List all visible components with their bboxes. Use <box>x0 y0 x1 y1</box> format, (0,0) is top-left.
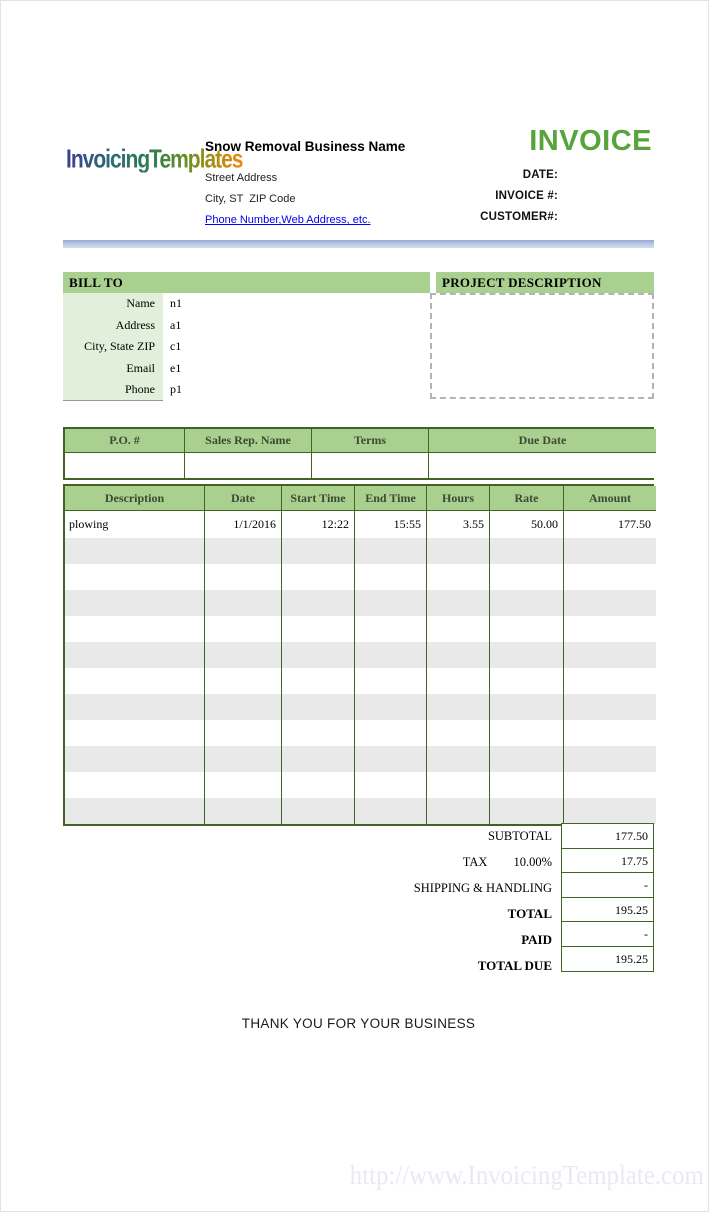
item-cell-empty[interactable] <box>427 590 490 616</box>
item-cell-empty[interactable] <box>490 746 564 772</box>
item-cell-empty[interactable] <box>490 538 564 564</box>
total-label-text: TOTAL <box>507 906 552 921</box>
item-cell-empty[interactable] <box>282 772 355 798</box>
contact-link[interactable]: Phone Number,Web Address, etc. <box>205 214 371 226</box>
item-cell-empty[interactable] <box>564 538 656 564</box>
item-cell-empty[interactable] <box>355 746 427 772</box>
total-label <box>63 927 552 953</box>
item-cell-empty[interactable] <box>282 746 355 772</box>
item-cell-empty[interactable] <box>65 798 205 824</box>
bill-to-field-value[interactable]: a1 <box>170 317 182 332</box>
total-label-text: SHIPPING & HANDLING <box>413 881 552 895</box>
order-info-column-header: P.O. # <box>65 429 185 453</box>
item-cell-empty[interactable] <box>282 668 355 694</box>
bill-to-row <box>63 336 423 358</box>
bill-to-field-value[interactable]: p1 <box>170 382 182 397</box>
item-cell[interactable]: 50.00 <box>490 511 564 538</box>
item-cell-empty[interactable] <box>564 694 656 720</box>
city-state-zip: City, ST ZIP Code <box>205 193 296 205</box>
totals-values <box>561 823 654 972</box>
total-amount: 177.50 <box>561 823 654 849</box>
total-amount: 17.75 <box>561 848 654 874</box>
bill-to-field-value[interactable]: n1 <box>170 296 182 311</box>
total-label <box>63 901 552 927</box>
item-cell-empty[interactable] <box>65 642 205 668</box>
item-cell-empty[interactable] <box>282 694 355 720</box>
item-cell-empty[interactable] <box>490 616 564 642</box>
item-cell-empty[interactable] <box>65 746 205 772</box>
item-cell-empty[interactable] <box>205 772 282 798</box>
item-cell-empty[interactable] <box>427 720 490 746</box>
order-info-column-header: Sales Rep. Name <box>185 429 312 453</box>
item-cell-empty[interactable] <box>427 772 490 798</box>
item-cell-empty[interactable] <box>564 668 656 694</box>
header-divider <box>63 240 654 248</box>
item-cell-empty[interactable] <box>282 720 355 746</box>
item-cell-empty[interactable] <box>205 694 282 720</box>
item-cell[interactable]: 1/1/2016 <box>205 511 282 538</box>
invoicing-templates-logo: InvoicingTemplates <box>66 145 243 174</box>
item-cell-empty[interactable] <box>355 590 427 616</box>
item-cell-empty[interactable] <box>490 642 564 668</box>
item-cell-empty[interactable] <box>564 616 656 642</box>
item-cell-empty[interactable] <box>427 798 490 824</box>
totals-labels <box>63 823 552 979</box>
item-cell-empty[interactable] <box>65 694 205 720</box>
item-cell-empty[interactable] <box>355 616 427 642</box>
item-cell-empty[interactable] <box>355 694 427 720</box>
item-cell-empty[interactable] <box>564 772 656 798</box>
total-label <box>63 875 552 901</box>
total-amount: - <box>561 921 654 947</box>
item-cell-empty[interactable] <box>490 772 564 798</box>
business-name: Snow Removal Business Name <box>205 139 406 154</box>
item-cell-empty[interactable] <box>490 798 564 824</box>
order-info-column-header: Terms <box>312 429 429 453</box>
item-cell-empty[interactable] <box>564 798 656 824</box>
item-cell-empty[interactable] <box>564 746 656 772</box>
item-cell-empty[interactable] <box>65 720 205 746</box>
item-cell-empty[interactable] <box>427 616 490 642</box>
item-cell-empty[interactable] <box>282 564 355 590</box>
bill-to-field-label: City, State ZIP <box>63 336 163 358</box>
order-info-table <box>63 427 654 480</box>
customer-number-label: CUSTOMER#: <box>480 211 558 223</box>
invoice-meta-labels <box>480 165 558 228</box>
item-cell-empty[interactable] <box>205 538 282 564</box>
bill-to-row <box>63 293 423 315</box>
item-cell[interactable]: 12:22 <box>282 511 355 538</box>
bill-to-field-value[interactable]: e1 <box>170 360 182 375</box>
total-label <box>63 953 552 979</box>
total-label-text: PAID <box>521 932 552 947</box>
item-cell-empty[interactable] <box>490 720 564 746</box>
project-description-box[interactable] <box>430 293 654 399</box>
company-info-block <box>205 139 405 231</box>
item-cell-empty[interactable] <box>427 668 490 694</box>
item-cell-empty[interactable] <box>205 616 282 642</box>
total-label-text: SUBTOTAL <box>487 829 552 843</box>
bill-to-field-label: Name <box>63 293 163 315</box>
item-cell-empty[interactable] <box>355 642 427 668</box>
item-cell-empty[interactable] <box>427 642 490 668</box>
item-cell-empty[interactable] <box>427 746 490 772</box>
item-cell[interactable]: 177.50 <box>564 511 656 538</box>
line-items-table <box>63 484 654 826</box>
invoice-title: INVOICE <box>529 125 652 157</box>
item-cell-empty[interactable] <box>427 564 490 590</box>
item-cell-empty[interactable] <box>65 616 205 642</box>
item-cell-empty[interactable] <box>205 720 282 746</box>
item-cell-empty[interactable] <box>427 694 490 720</box>
items-column-header: Hours <box>427 486 490 511</box>
order-info-column-header: Due Date <box>429 429 656 453</box>
bill-to-row <box>63 379 423 401</box>
item-cell-empty[interactable] <box>355 772 427 798</box>
item-cell-empty[interactable] <box>65 538 205 564</box>
bill-to-field-label: Email <box>63 358 163 380</box>
item-cell-empty[interactable] <box>490 564 564 590</box>
item-cell-empty[interactable] <box>564 642 656 668</box>
bill-to-field-value[interactable]: c1 <box>170 339 182 354</box>
item-cell-empty[interactable] <box>65 668 205 694</box>
item-cell-empty[interactable] <box>490 668 564 694</box>
bill-to-row <box>63 315 423 337</box>
item-cell-empty[interactable] <box>564 564 656 590</box>
bill-to-fields <box>63 293 423 401</box>
total-label <box>63 823 552 849</box>
item-cell-empty[interactable] <box>490 590 564 616</box>
item-cell-empty[interactable] <box>355 798 427 824</box>
site-watermark: http://www.InvoicingTemplate.com <box>350 1160 704 1190</box>
item-cell-empty[interactable] <box>205 564 282 590</box>
item-cell-empty[interactable] <box>564 720 656 746</box>
project-description-header: PROJECT DESCRIPTION <box>436 272 654 293</box>
order-info-cell[interactable] <box>65 453 185 478</box>
items-column-header: End Time <box>355 486 427 511</box>
invoice-number-label: INVOICE #: <box>495 190 558 202</box>
date-label: DATE: <box>522 169 558 181</box>
tax-rate-value: 10.00% <box>513 855 552 869</box>
total-label <box>63 849 552 875</box>
item-cell-empty[interactable] <box>564 590 656 616</box>
order-info-cell[interactable] <box>429 453 656 478</box>
item-cell-empty[interactable] <box>282 590 355 616</box>
item-cell-empty[interactable] <box>205 642 282 668</box>
total-amount: 195.25 <box>561 897 654 923</box>
item-cell-empty[interactable] <box>65 564 205 590</box>
item-cell[interactable]: 3.55 <box>427 511 490 538</box>
item-cell-empty[interactable] <box>282 798 355 824</box>
items-column-header: Amount <box>564 486 656 511</box>
item-cell[interactable]: plowing <box>65 511 205 538</box>
total-amount: - <box>561 872 654 898</box>
item-cell-empty[interactable] <box>282 538 355 564</box>
items-column-header: Rate <box>490 486 564 511</box>
items-column-header: Start Time <box>282 486 355 511</box>
bill-to-row <box>63 358 423 380</box>
bill-to-field-label: Phone <box>63 379 163 401</box>
item-cell-empty[interactable] <box>282 616 355 642</box>
item-cell-empty[interactable] <box>205 590 282 616</box>
total-label-text: TOTAL DUE <box>477 958 552 973</box>
item-cell-empty[interactable] <box>205 798 282 824</box>
bill-to-header: BILL TO <box>63 272 430 293</box>
item-cell-empty[interactable] <box>205 668 282 694</box>
item-cell-empty[interactable] <box>205 746 282 772</box>
item-cell-empty[interactable] <box>355 668 427 694</box>
item-cell-empty[interactable] <box>355 720 427 746</box>
order-info-cell[interactable] <box>185 453 312 478</box>
total-amount: 195.25 <box>561 946 654 972</box>
item-cell-empty[interactable] <box>65 590 205 616</box>
items-column-header: Description <box>65 486 205 511</box>
item-cell-empty[interactable] <box>427 538 490 564</box>
item-cell-empty[interactable] <box>65 772 205 798</box>
item-cell-empty[interactable] <box>355 538 427 564</box>
total-label-text: TAX <box>462 855 488 869</box>
thank-you-message: THANK YOU FOR YOUR BUSINESS <box>241 1016 476 1031</box>
item-cell[interactable]: 15:55 <box>355 511 427 538</box>
street-address: Street Address <box>205 172 278 184</box>
item-cell-empty[interactable] <box>490 694 564 720</box>
bill-to-field-label: Address <box>63 315 163 337</box>
item-cell-empty[interactable] <box>355 564 427 590</box>
item-cell-empty[interactable] <box>282 642 355 668</box>
order-info-cell[interactable] <box>312 453 429 478</box>
items-column-header: Date <box>205 486 282 511</box>
